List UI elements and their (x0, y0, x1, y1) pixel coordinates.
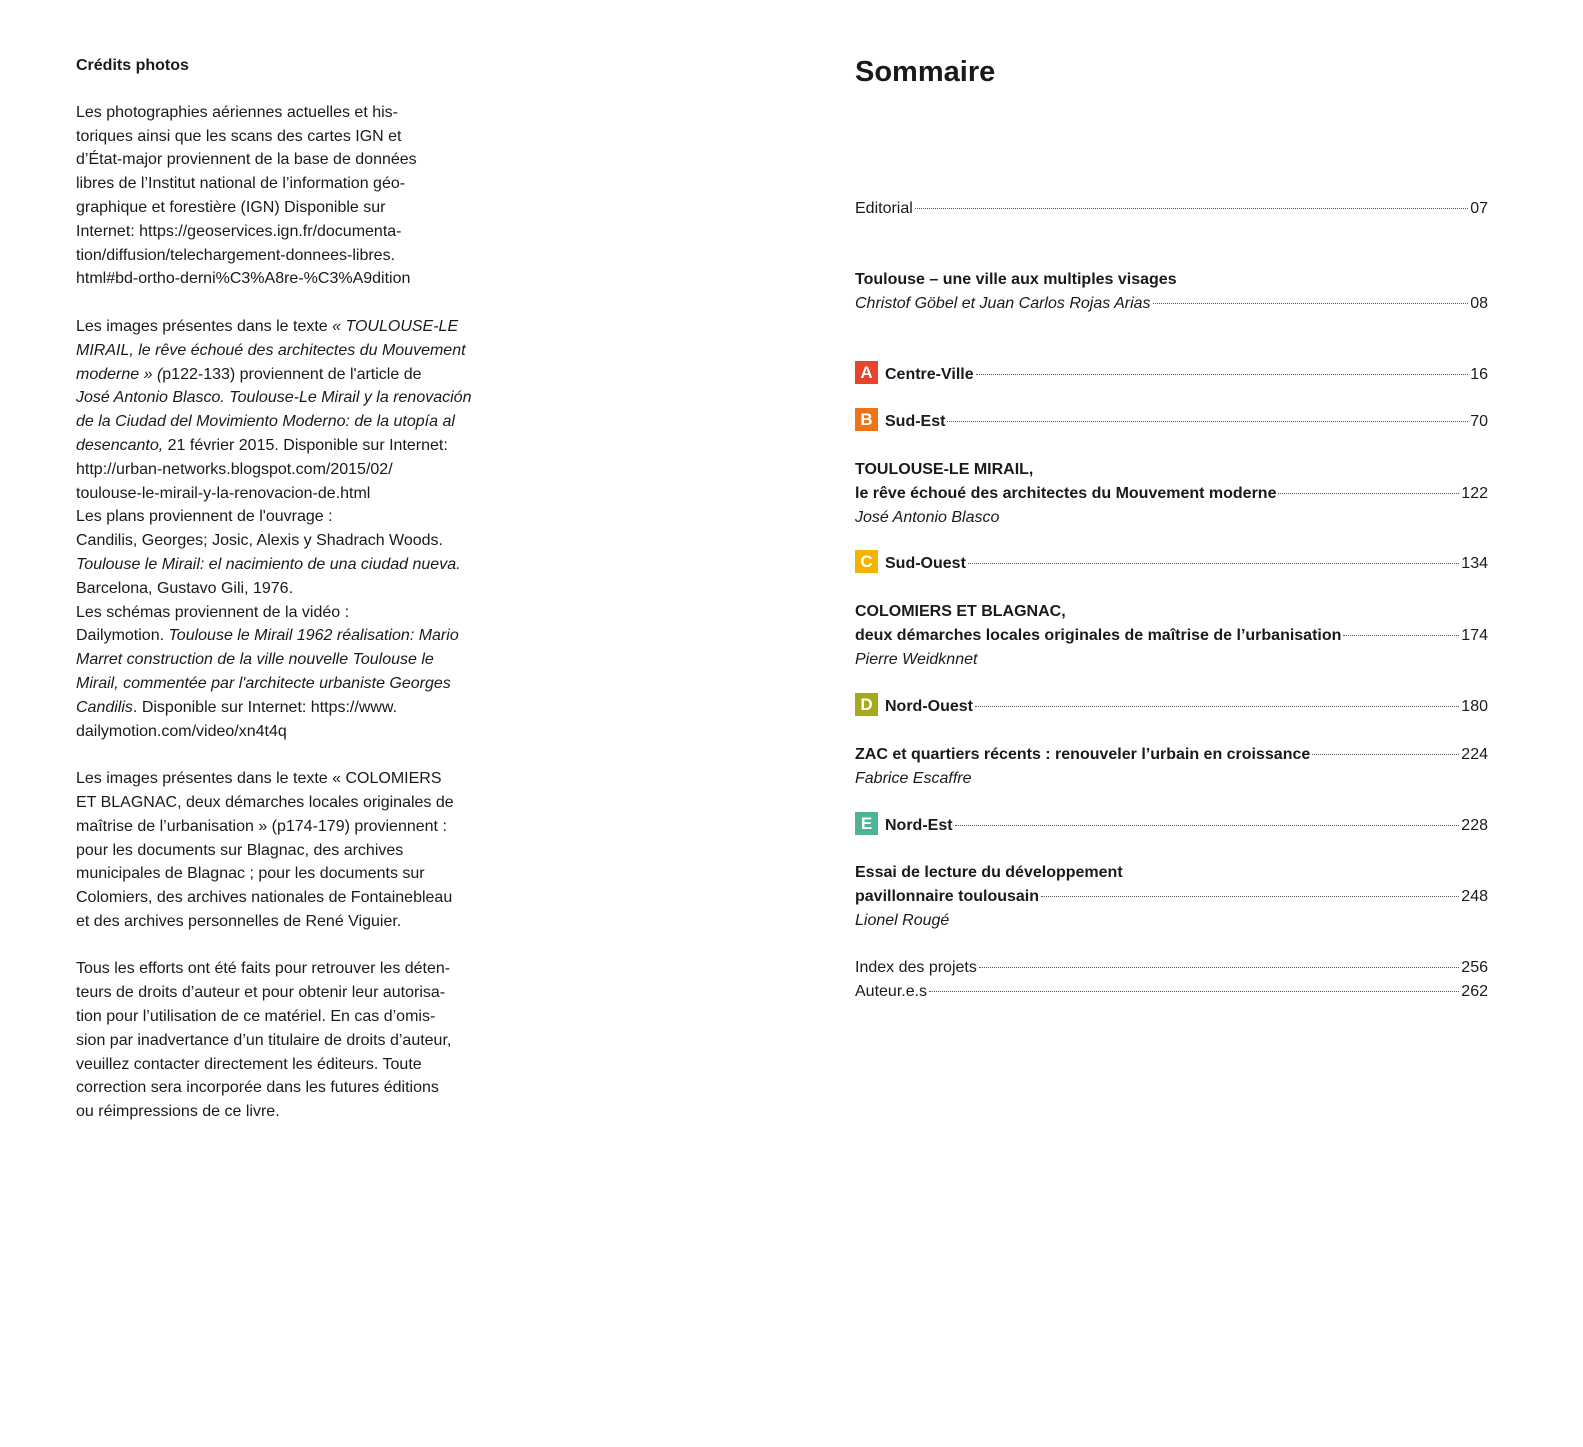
toc-section-label: Nord-Ouest (885, 698, 973, 715)
credits-paragraph-copyright (76, 957, 486, 1124)
dot-leader (955, 825, 1460, 826)
text-line: Les schémas proviennent de la vidéo : (76, 603, 350, 621)
text-line: toriques ainsi que les scans des cartes IGN et (76, 127, 402, 145)
toc-entry-editorial[interactable] (855, 197, 1488, 221)
text-line: tion pour l’utilisation de ce matériel. En cas d’omis- (76, 1008, 436, 1026)
dot-leader (1343, 635, 1459, 636)
dot-leader (1312, 754, 1459, 755)
toc-section-e[interactable] (855, 814, 1488, 838)
section-badge-d: D (855, 693, 878, 716)
toc-entry-author: Christof Göbel et Juan Carlos Rojas Arias (855, 295, 1151, 312)
text-segment: 21 février 2015. Disponible sur Internet: (163, 436, 448, 454)
dot-leader (1278, 493, 1459, 494)
page-number: 262 (1461, 983, 1488, 1000)
text-segment: Les images présentes dans le texte (76, 317, 333, 335)
text-line: http://urban-networks.blogspot.com/2015/02/ (76, 460, 393, 478)
toc-entry-toulouse[interactable] (855, 292, 1488, 316)
page-number: 70 (1470, 413, 1488, 430)
text-line: Toulouse le Mirail: el nacimiento de una ciudad nueva. (76, 555, 461, 573)
toc-entry-index[interactable] (855, 956, 1488, 980)
text-line: veuillez contacter directement les éditeurs. Toute (76, 1055, 422, 1073)
text-line: Internet: https://geoservices.ign.fr/documenta- (76, 222, 402, 240)
text-segment: Dailymotion. (76, 627, 169, 645)
text-line: Marret construction de la ville nouvelle Toulouse le (76, 651, 434, 669)
toc-section-label: Centre-Ville (885, 366, 974, 383)
toc-section-a[interactable] (855, 363, 1488, 387)
dot-leader (929, 991, 1459, 992)
toc-entry-author: Lionel Rougé (855, 912, 950, 929)
toc-entry-subtitle: pavillonnaire toulousain (855, 888, 1040, 905)
table-of-contents (855, 52, 1488, 1000)
text-line: toulouse-le-mirail-y-la-renovacion-de.html (76, 484, 371, 502)
toc-entry-title: ZAC et quartiers récents : renouveler l’urbain en croissance (855, 746, 1311, 763)
toc-section-label: Sud-Est (885, 413, 946, 430)
text-line: tion/diffusion/telechargement-donnees-libres. (76, 246, 396, 264)
text-line: Colomiers, des archives nationales de Fontainebleau (76, 889, 453, 907)
page-number: 08 (1470, 295, 1488, 312)
text-line: Les plans proviennent de l'ouvrage : (76, 508, 333, 526)
toc-entry-zac[interactable] (855, 743, 1488, 767)
credits-heading: Crédits photos (76, 57, 189, 74)
text-line: MIRAIL, le rêve échoué des architectes du Mouvement (76, 341, 466, 359)
toc-entry-title[interactable]: TOULOUSE-LE MIRAIL, (855, 461, 1034, 478)
dot-leader (947, 421, 1468, 422)
page-number: 228 (1461, 817, 1488, 834)
text-line: et des archives personnelles de René Viguier. (76, 912, 402, 930)
text-line (76, 434, 486, 458)
text-segment: Toulouse le Mirail 1962 réalisation: Mario (168, 627, 459, 645)
text-line: de la Ciudad del Movimiento Moderno: de la utopía al (76, 413, 455, 431)
toc-section-d[interactable] (855, 695, 1488, 719)
text-line: Les images présentes dans le texte « COLOMIERS (76, 770, 442, 788)
toc-title: Sommaire (855, 56, 996, 88)
toc-entry-author: José Antonio Blasco (855, 509, 1000, 526)
toc-section-c[interactable] (855, 552, 1488, 576)
page-number: 16 (1470, 366, 1488, 383)
section-badge-e: E (855, 812, 878, 835)
toc-entry-subtitle: le rêve échoué des architectes du Mouvement moderne (855, 485, 1277, 502)
text-line: d’État-major proviennent de la base de données (76, 151, 417, 169)
page-number: 134 (1461, 555, 1488, 572)
text-segment: p122-133) proviennent de l'article de (162, 365, 422, 383)
page-number: 174 (1461, 627, 1488, 644)
dot-leader (975, 706, 1459, 707)
page-number: 07 (1470, 200, 1488, 217)
text-segment: desencanto, (76, 436, 164, 454)
toc-section-label-wrap (855, 410, 945, 434)
dot-leader (968, 563, 1459, 564)
toc-entry-title[interactable]: COLOMIERS ET BLAGNAC, (855, 603, 1066, 620)
toc-entry-mirail[interactable] (855, 482, 1488, 506)
toc-entry-author: Fabrice Escaffre (855, 770, 972, 787)
text-line: Candilis, Georges; Josic, Alexis y Shadrach Woods. (76, 532, 443, 550)
dot-leader (1041, 896, 1459, 897)
text-line: graphique et forestière (IGN) Disponible sur (76, 198, 386, 216)
toc-section-label: Nord-Est (885, 817, 953, 834)
text-segment: moderne » ( (76, 365, 163, 383)
section-badge-a: A (855, 361, 878, 384)
toc-section-label-wrap (855, 363, 974, 387)
toc-entry-title[interactable]: Toulouse – une ville aux multiples visages (855, 271, 1177, 288)
text-line: ou réimpressions de ce livre. (76, 1103, 280, 1121)
section-badge-c: C (855, 550, 878, 573)
toc-section-label-wrap (855, 552, 966, 576)
toc-entry-label: Editorial (855, 200, 913, 217)
text-line: correction sera incorporée dans les futures éditions (76, 1079, 439, 1097)
toc-section-label-wrap (855, 814, 953, 838)
text-line: sion par inadvertance d’un titulaire de droits d’auteur, (76, 1031, 452, 1049)
text-line: Barcelona, Gustavo Gili, 1976. (76, 579, 294, 597)
text-line: html#bd-ortho-derni%C3%A8re-%C3%A9dition (76, 270, 411, 288)
text-line (76, 363, 486, 387)
toc-entry-label: Index des projets (855, 959, 977, 976)
page-number: 180 (1461, 698, 1488, 715)
credits-paragraph-colomiers (76, 767, 486, 934)
text-line: Tous les efforts ont été faits pour retrouver les déten- (76, 960, 451, 978)
photo-credits (76, 54, 486, 1148)
dot-leader (1153, 303, 1469, 304)
dot-leader (915, 208, 1468, 209)
text-line: Les photographies aériennes actuelles et his- (76, 103, 398, 121)
text-line: municipales de Blagnac ; pour les documents sur (76, 865, 425, 883)
credits-paragraph-mirail (76, 315, 486, 743)
dot-leader (979, 967, 1459, 968)
dot-leader (976, 374, 1469, 375)
text-segment: . Disponible sur Internet: https://www. (132, 698, 398, 716)
text-line (76, 624, 486, 648)
text-line: libres de l’Institut national de l’information géo- (76, 175, 406, 193)
text-line (76, 696, 486, 720)
page-number: 122 (1461, 485, 1488, 502)
toc-entry-essai[interactable] (855, 885, 1488, 909)
text-segment: Candilis (76, 698, 133, 716)
page-number: 256 (1461, 959, 1488, 976)
text-line: maîtrise de l’urbanisation » (p174-179) proviennent : (76, 817, 447, 835)
toc-section-b[interactable] (855, 410, 1488, 434)
toc-entry-author: Pierre Weidknnet (855, 651, 978, 668)
toc-section-label: Sud-Ouest (885, 555, 966, 572)
page-number: 248 (1461, 888, 1488, 905)
text-line: José Antonio Blasco. Toulouse-Le Mirail y la renovación (76, 389, 472, 407)
text-segment: « TOULOUSE-LE (332, 317, 459, 335)
page-number: 224 (1461, 746, 1488, 763)
toc-section-label-wrap (855, 695, 973, 719)
text-line: dailymotion.com/video/xn4t4q (76, 722, 287, 740)
text-line: pour les documents sur Blagnac, des archives (76, 841, 404, 859)
credits-paragraph-ign (76, 101, 486, 291)
toc-entry-label: Auteur.e.s (855, 983, 928, 1000)
section-badge-b: B (855, 408, 878, 431)
toc-entry-title[interactable]: Essai de lecture du développement (855, 864, 1123, 881)
toc-entry-subtitle: deux démarches locales originales de maîtrise de l’urbanisation (855, 627, 1342, 644)
text-line: teurs de droits d’auteur et pour obtenir leur autorisa- (76, 984, 446, 1002)
toc-entry-colomiers[interactable] (855, 624, 1488, 648)
text-line: Mirail, commentée par l'architecte urbaniste Georges (76, 674, 451, 692)
toc-entry-auteurs[interactable] (855, 980, 1488, 1004)
text-line: ET BLAGNAC, deux démarches locales originales de (76, 793, 454, 811)
text-line (76, 315, 486, 339)
